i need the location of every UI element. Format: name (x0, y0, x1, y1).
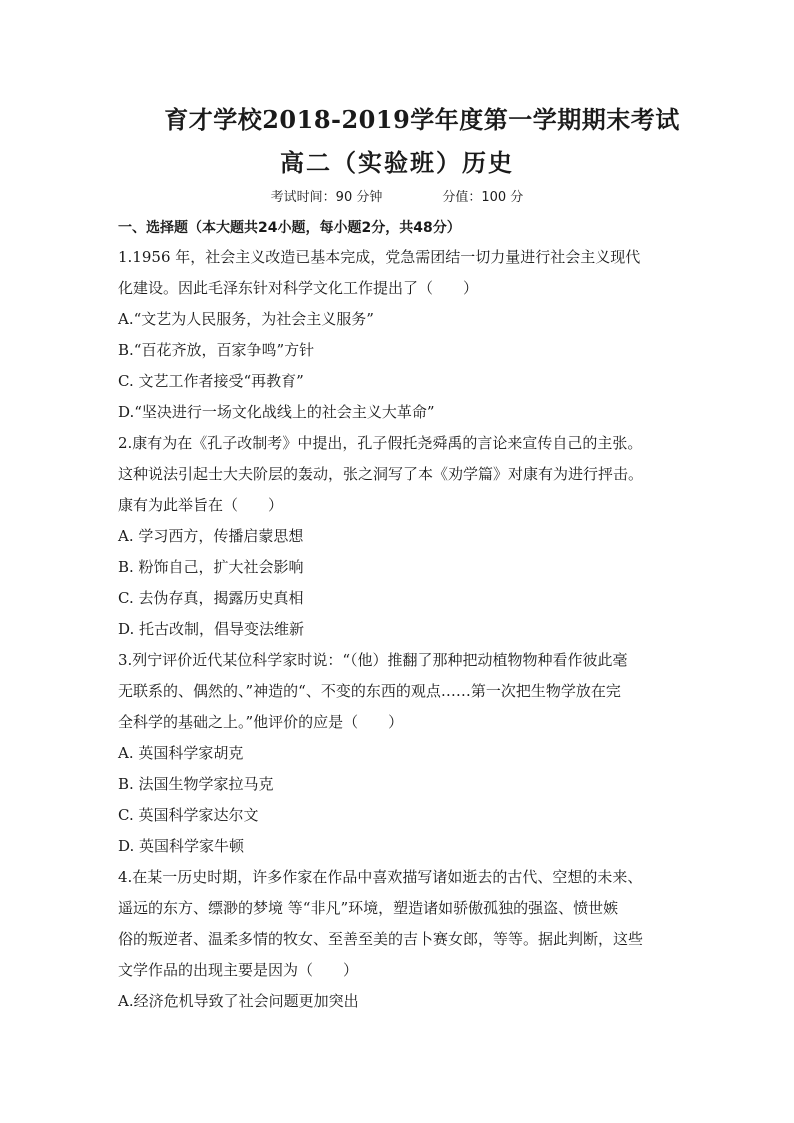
question-stem-line: 无联系的、偶然的、”神造的“、不变的东西的观点……第一次把生物学放在完 (118, 682, 621, 700)
option-d: D. 托古改制，倡导变法维新 (118, 620, 305, 638)
option-d: D. 英国科学家牛顿 (118, 837, 245, 855)
exam-title: 育才学校2018-2019学年度第一学期期末考试 (164, 105, 680, 134)
question-1 (118, 242, 688, 428)
option-a: A.“文艺为人民服务，为社会主义服务” (118, 310, 374, 328)
question-stem-line: 1.1956 年，社会主义改造已基本完成，党急需团结一切力量进行社会主义现代 (118, 248, 641, 266)
question-2 (118, 428, 688, 645)
option-d: D.“坚决进行一场文化战线上的社会主义大革命” (118, 403, 435, 421)
question-stem-line: 俗的叛逆者、温柔多情的牧女、至善至美的吉卜赛女郎，等等。据此判断，这些 (118, 930, 644, 948)
question-stem-line: 3.列宁评价近代某位科学家时说：“（他）推翻了那种把动植物物种看作彼此毫 (118, 651, 628, 669)
question-stem-line: 遥远的东方、缥渺的梦境 等“非凡”环境，塑造诸如骄傲孤独的强盗、愤世嫉 (118, 899, 619, 917)
exam-time: 考试时间：90 分钟 (270, 190, 383, 205)
question-3 (118, 645, 688, 862)
option-a: A. 学习西方，传播启蒙思想 (118, 527, 304, 545)
option-c: C. 文艺工作者接受“再教育” (118, 372, 304, 390)
question-stem-line: 4.在某一历史时期，许多作家在作品中喜欢描写诸如逝去的古代、空想的未来、 (118, 868, 643, 886)
question-stem-line: 这种说法引起士大夫阶层的轰动，张之洞写了本《劝学篇》对康有为进行抨击。 (118, 465, 644, 483)
question-stem-line: 康有为此举旨在（ ） (118, 496, 284, 514)
question-stem-line: 2.康有为在《孔子改制考》中提出，孔子假托尧舜禹的言论来宣传自己的主张。 (118, 434, 643, 452)
exam-content (118, 214, 688, 1017)
question-stem-line: 化建设。因此毛泽东针对科学文化工作提出了（ ） (118, 279, 479, 297)
option-b: B.“百花齐放，百家争鸣”方针 (118, 341, 315, 359)
option-b: B. 粉饰自己，扩大社会影响 (118, 558, 304, 576)
exam-subtitle: 高二（实验班）历史 (280, 148, 514, 177)
exam-meta (0, 186, 794, 205)
question-4 (118, 862, 688, 1017)
question-stem-line: 全科学的基础之上。”他评价的应是（ ） (118, 713, 404, 731)
option-a: A. 英国科学家胡克 (118, 744, 244, 762)
option-c: C. 去伪存真，揭露历史真相 (118, 589, 304, 607)
question-stem-line: 文学作品的出现主要是因为（ ） (118, 961, 359, 979)
option-b: B. 法国生物学家拉马克 (118, 775, 274, 793)
section-heading: 一、选择题（本大题共24小题，每小题2分，共48分） (118, 220, 461, 236)
option-a: A.经济危机导致了社会问题更加突出 (118, 992, 359, 1010)
option-c: C. 英国科学家达尔文 (118, 806, 259, 824)
exam-score: 分值：100 分 (442, 190, 524, 205)
